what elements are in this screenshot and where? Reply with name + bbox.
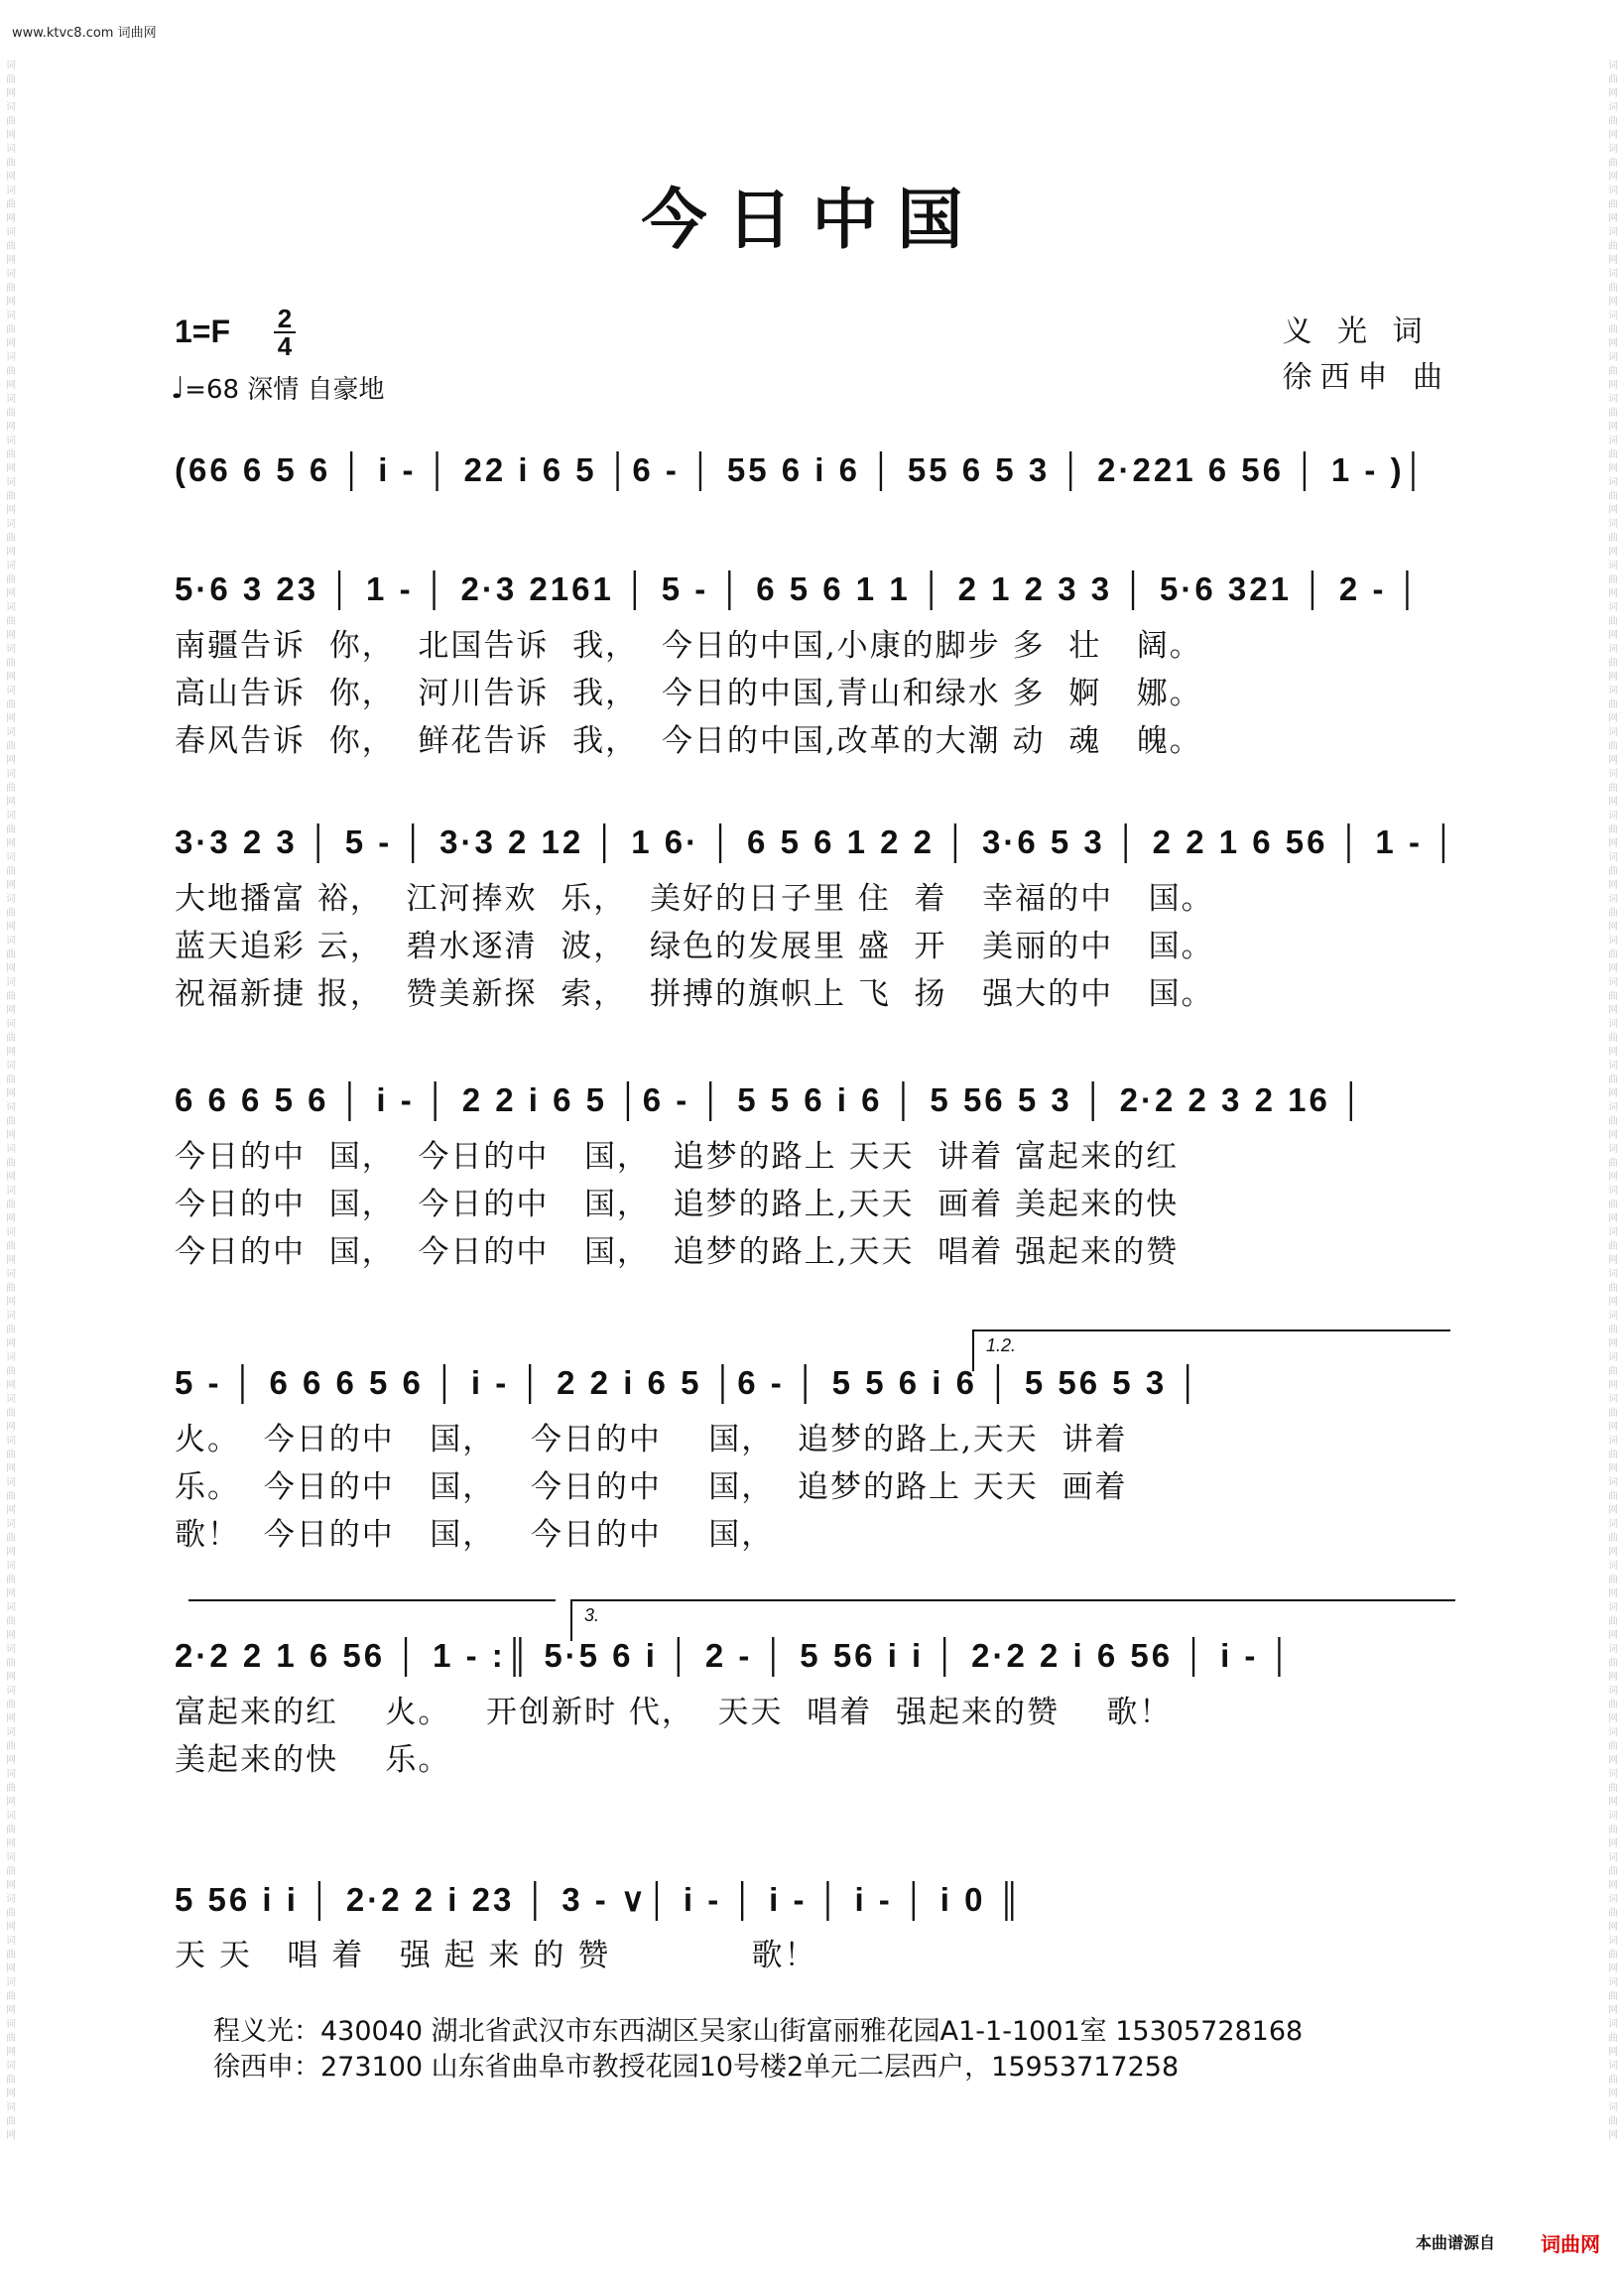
site-logo[interactable]: 词曲网 <box>1541 2232 1600 2256</box>
composer: 徐西申 曲 <box>1282 360 1450 395</box>
credits <box>1282 310 1450 401</box>
volta-label: 1.2. <box>986 1335 1017 1355</box>
key-signature: 1=F <box>175 314 231 349</box>
notation-line: 6 6 6 5 6 │ i - │ 2 2 i 6 5 │6 - │ 5 5 6 i 6 │ 5 56 5 3 │ 2·2 2 3 2 16 │ <box>175 1081 1366 1118</box>
lyric-verse-2: 高山告诉 你， 河川告诉 我， 今日的中国,青山和绿水 多 婀 娜。 <box>175 676 1202 711</box>
contact-lyricist: 程义光：430040 湖北省武汉市东西湖区吴家山街富丽雅花园A1-1-1001室 15305728168 <box>213 2016 1304 2047</box>
lyric-verse-3: 祝福新捷 报， 赞美新探 索， 拼搏的旗帜上 飞 扬 强大的中 国。 <box>175 976 1214 1012</box>
site-watermark: www.ktvc8.com 词曲网 <box>12 26 157 41</box>
lyric-verse-1: 今日的中 国， 今日的中 国， 追梦的路上 天天 讲着 富起来的红 <box>175 1139 1180 1175</box>
song-title: 今日中国 <box>641 181 983 258</box>
lyric-verse-2: 乐。 今日的中 国， 今日的中 国， 追梦的路上 天天 画着 <box>175 1469 1128 1505</box>
lyric-verse-1: 火。 今日的中 国， 今日的中 国， 追梦的路上,天天 讲着 <box>175 1422 1128 1457</box>
score-system-1 <box>175 570 1454 763</box>
score-system-6 <box>175 1880 1454 1977</box>
lyric-verse-1: 天 天 唱 着 强 起 来 的 赞 歌！ <box>175 1938 817 1973</box>
time-signature <box>274 306 296 359</box>
volta-label: 3. <box>584 1605 600 1625</box>
score-system-4 <box>175 1364 1454 1557</box>
lyricist: 义 光 词 <box>1282 315 1431 349</box>
notation-line: 5 56 i i │ 2·2 2 i 23 │ 3 - ∨│ i - │ i - │ i - │ i 0 ║ <box>175 1881 1024 1918</box>
notation-line: 5 - │ 6 6 6 5 6 │ i - │ 2 2 i 6 5 │6 - │ 5 5 6 i 6 │ 5 56 5 3 │ <box>175 1364 1202 1401</box>
lyric-verse-2: 蓝天追彩 云， 碧水逐清 波， 绿色的发展里 盛 开 美丽的中 国。 <box>175 929 1214 964</box>
tempo-text: =68 深情 自豪地 <box>185 375 385 405</box>
notation-line: 2·2 2 1 6 56 │ 1 - :║ 5·5 6 i │ 2 - │ 5 56 i i │ 2·2 2 i 6 56 │ i - │ <box>175 1637 1295 1674</box>
score-system-5 <box>175 1637 1454 1782</box>
lyric-verse-1: 富起来的红 火。 开创新时 代， 天天 唱着 强起来的赞 歌！ <box>175 1695 1173 1730</box>
tempo-marking <box>171 369 385 406</box>
lyric-verse-2: 今日的中 国， 今日的中 国， 追梦的路上,天天 画着 美起来的快 <box>175 1187 1180 1222</box>
time-signature-top: 2 <box>277 304 293 333</box>
notation-line: 5·6 3 23 │ 1 - │ 2·3 2161 │ 5 - │ 6 5 6 1 1 │ 2 1 2 3 3 │ 5·6 321 │ 2 - │ <box>175 570 1423 607</box>
side-watermark-left: 词曲网 词曲网 词曲网 词曲网 词曲网 词曲网 词曲网 词曲网 词曲网 词曲网 词曲网 词曲网 词曲网 词曲网 词曲网 词曲网 词曲网 词曲网 词曲网 词曲网 词曲网 词曲网 词曲网 词曲网 词曲网 词曲网 词曲网 词曲网 词曲网 词曲网 词曲网 词曲网 词曲网 词曲网 词曲网 词曲网 词曲网 词曲网 词曲网 词曲网 词曲网 词曲网 词曲网 词曲网 词曲网 词曲网 词曲网 词曲网 词曲网 词曲网 <box>6 61 16 2141</box>
time-signature-bottom: 4 <box>277 331 293 361</box>
volta-bracket-continuation <box>188 1599 556 1641</box>
lyric-verse-3: 歌！ 今日的中 国， 今日的中 国， <box>175 1517 775 1553</box>
lyric-verse-3: 今日的中 国， 今日的中 国， 追梦的路上,天天 唱着 强起来的赞 <box>175 1234 1180 1270</box>
contact-info <box>213 2014 1303 2086</box>
notation-line: (66 6 5 6 │ i - │ 22 i 6 5 │6 - │ 55 6 i 6 │ 55 6 5 3 │ 2·221 6 56 │ 1 - )│ <box>175 451 1429 488</box>
lyric-verse-2: 美起来的快 乐。 <box>175 1742 451 1778</box>
notation-line: 3·3 2 3 │ 5 - │ 3·3 2 12 │ 1 6· │ 6 5 6 1 2 2 │ 3·6 5 3 │ 2 2 1 6 56 │ 1 - │ <box>175 823 1458 860</box>
score-system-intro <box>175 451 1454 501</box>
source-note: 本曲谱源自 <box>1415 2233 1495 2252</box>
volta-bracket-3 <box>570 1599 1455 1641</box>
quarter-note-icon: ♩ <box>171 371 186 406</box>
side-watermark-right: 词曲网 词曲网 词曲网 词曲网 词曲网 词曲网 词曲网 词曲网 词曲网 词曲网 词曲网 词曲网 词曲网 词曲网 词曲网 词曲网 词曲网 词曲网 词曲网 词曲网 词曲网 词曲网 词曲网 词曲网 词曲网 词曲网 词曲网 词曲网 词曲网 词曲网 词曲网 词曲网 词曲网 词曲网 词曲网 词曲网 词曲网 词曲网 词曲网 词曲网 词曲网 词曲网 词曲网 词曲网 词曲网 词曲网 词曲网 词曲网 词曲网 词曲网 <box>1608 61 1618 2141</box>
score-system-2 <box>175 823 1458 1016</box>
lyric-verse-3: 春风告诉 你， 鲜花告诉 我， 今日的中国,改革的大潮 动 魂 魄。 <box>175 723 1202 759</box>
lyric-verse-1: 南疆告诉 你， 北国告诉 我， 今日的中国,小康的脚步 多 壮 阔。 <box>175 628 1202 664</box>
lyric-verse-1: 大地播富 裕， 江河捧欢 乐， 美好的日子里 住 着 幸福的中 国。 <box>175 881 1214 917</box>
contact-composer: 徐西申：273100 山东省曲阜市教授花园10号楼2单元二层西户，15953717258 <box>213 2052 1180 2083</box>
score-system-3 <box>175 1081 1454 1274</box>
